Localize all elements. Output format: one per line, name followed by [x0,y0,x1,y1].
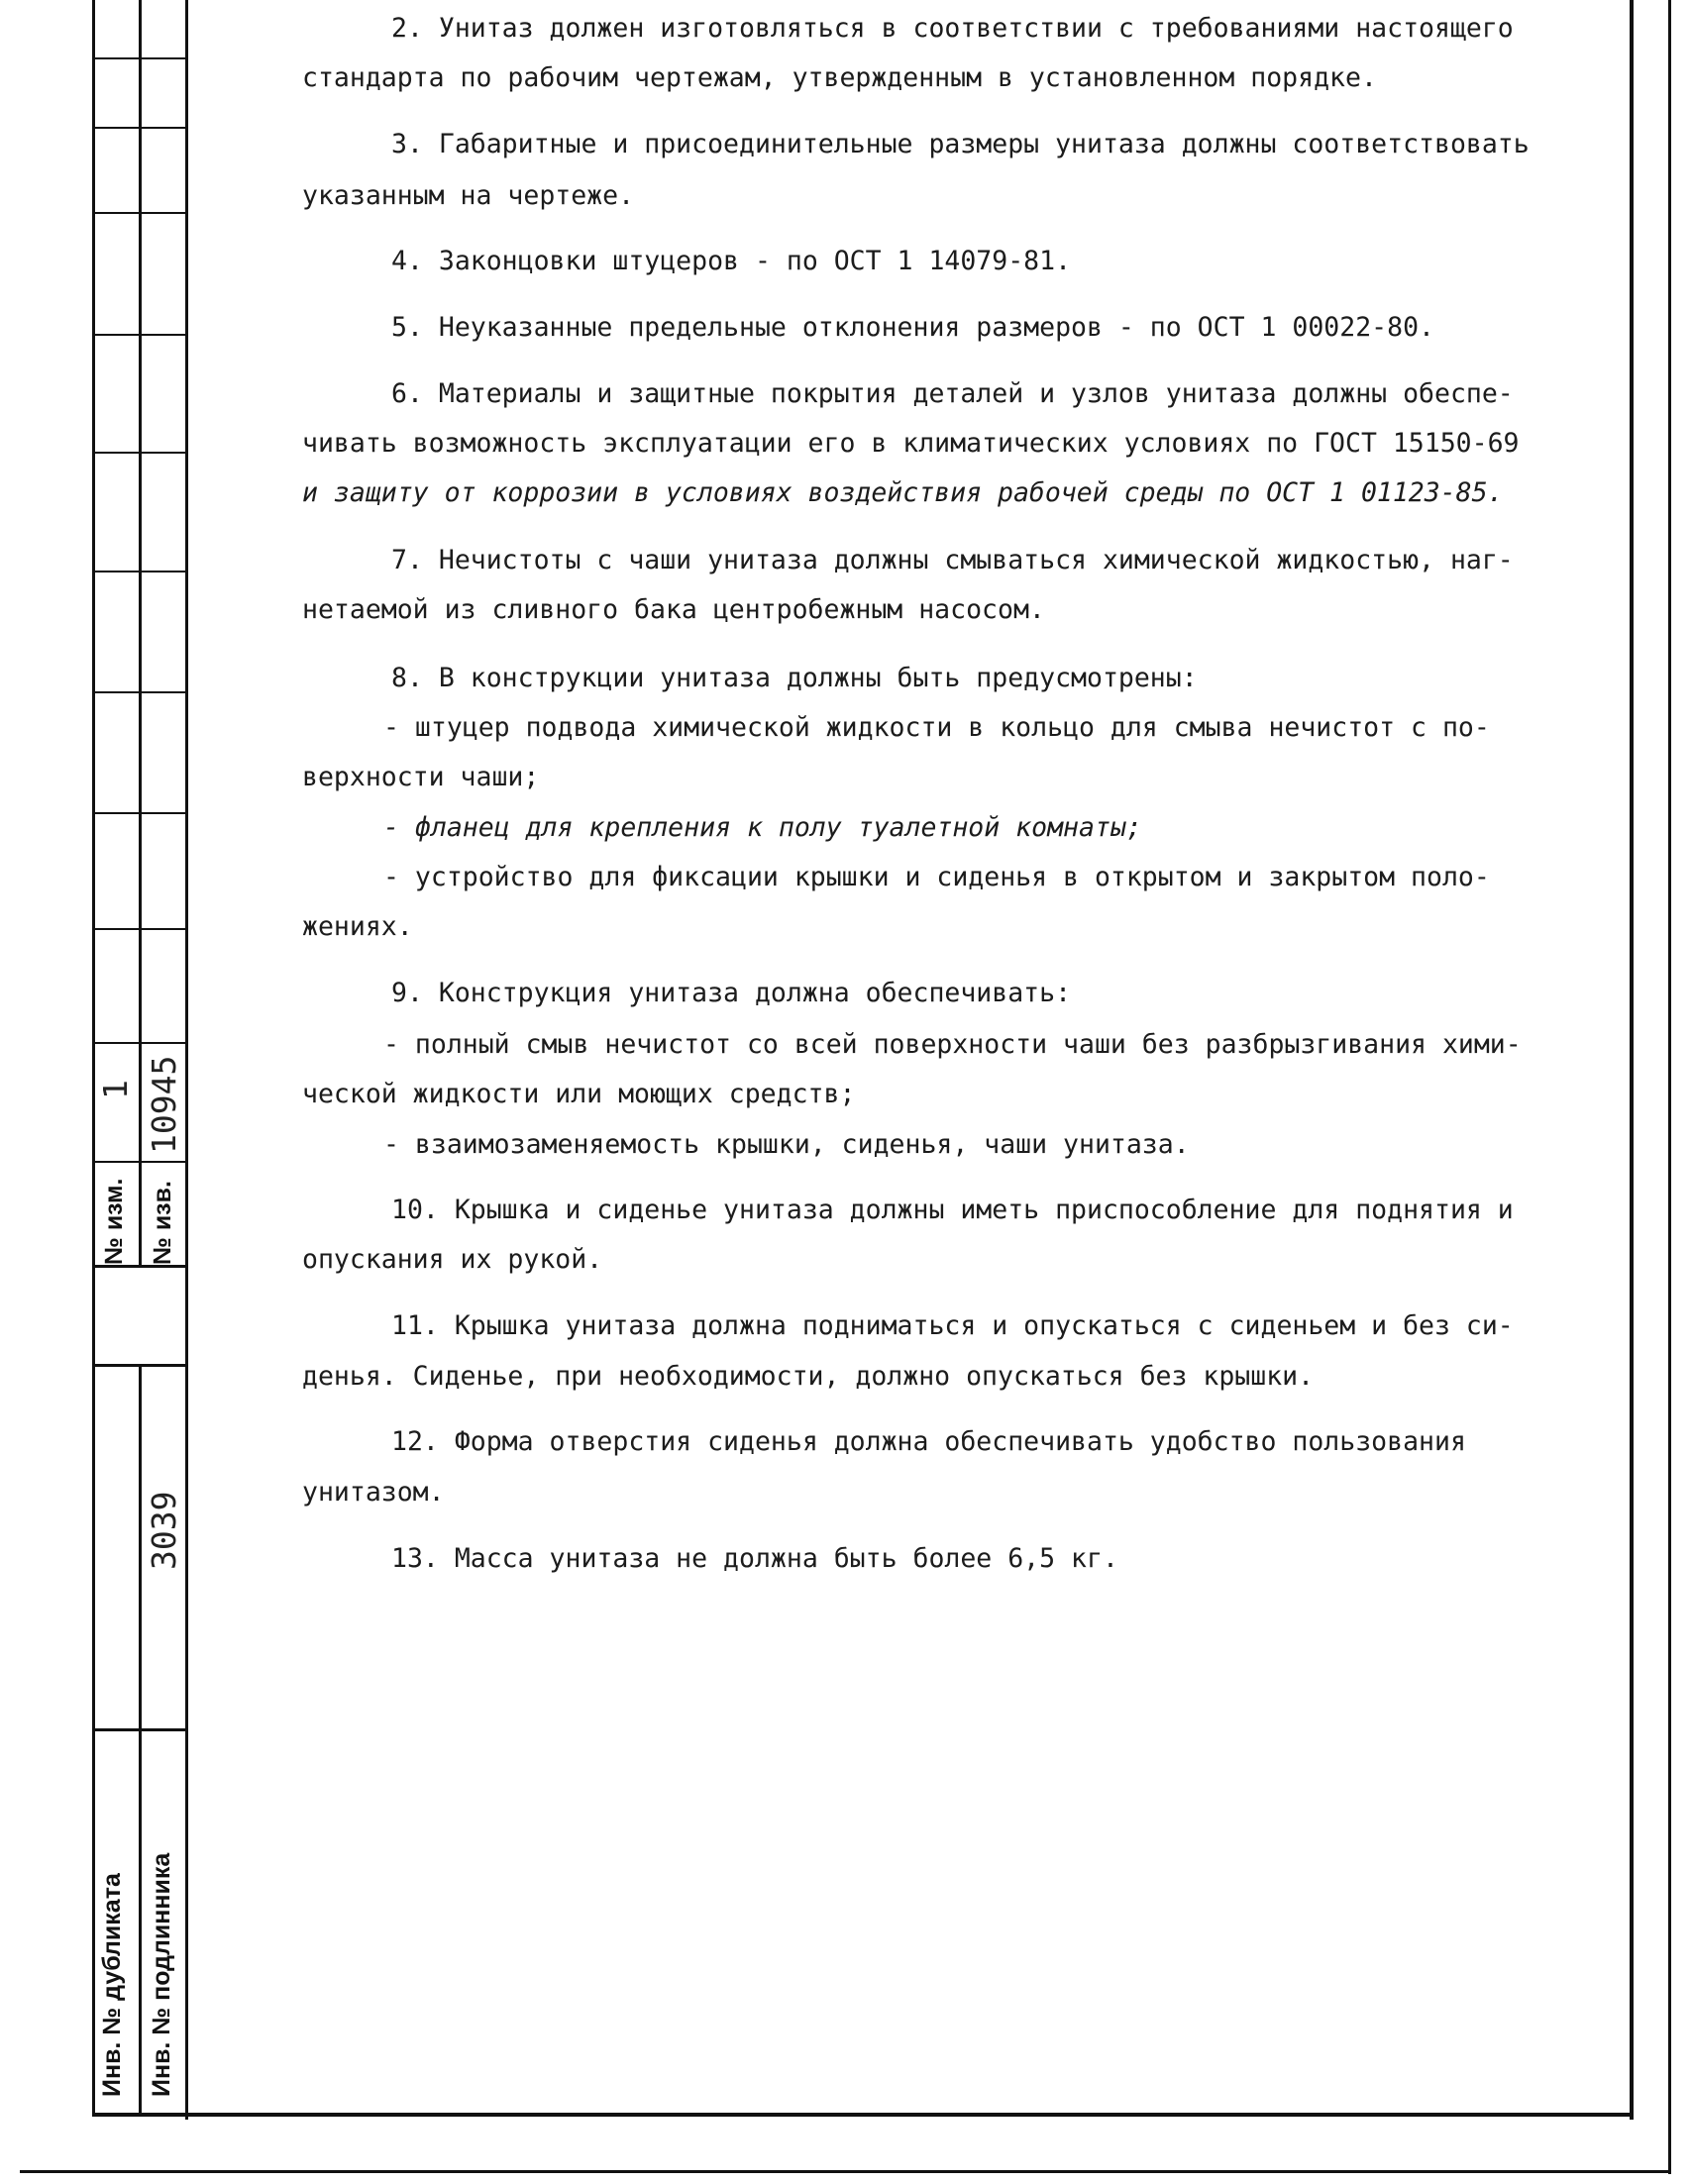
inv-podlinnika-value: 3039 [145,1491,183,1570]
text-line: 2. Унитаз должен изготовляться в соответствии с требованиями настоящего [391,13,1514,44]
text-line: 7. Нечистоты с чаши унитаза должны смываться химической жидкостью, наг- [391,545,1514,575]
text-line: 10. Крышка и сиденье унитаза должны иметь приспособление для поднятия и [391,1195,1514,1225]
stamp-lower-divider [139,1364,142,2115]
stamp-row-line [92,452,186,454]
no-izv-label: № изв. [149,1181,176,1265]
frame-bottom-line [92,2113,1634,2117]
no-izv-value: 10945 [145,1055,183,1154]
text-line: 13. Масса унитаза не должна быть более 6,5 кг. [391,1543,1118,1574]
text-line: опускания их рукой. [302,1244,603,1275]
no-izm-label: № изм. [100,1178,128,1265]
text-line: 4. Законцовки штуцеров - по ОСТ 1 14079-81. [391,246,1072,276]
stamp-row-line [92,1042,186,1044]
text-line: - полный смыв нечистот со всей поверхности чаши без разбрызгивания хими- [383,1029,1522,1060]
stamp-row-line [92,812,186,814]
stamp-row-line [92,212,186,214]
outer-right-line [1668,0,1671,2174]
text-line: стандарта по рабочим чертежам, утвержденным в установленном порядке. [302,62,1377,93]
stamp-row-line [92,1161,186,1163]
no-izm-value: 1 [96,1080,135,1099]
frame-left-inner-line [185,0,188,2120]
text-line: 3. Габаритные и присоединительные размеры унитаза должны соответствовать [391,129,1530,159]
text-line: ческой жидкости или моющих средств; [302,1079,856,1109]
text-line: - устройство для фиксации крышки и сиденья в открытом и закрытом поло- [383,862,1490,892]
text-line: 5. Неуказанные предельные отклонения размеров - по ОСТ 1 00022-80. [391,312,1434,343]
stamp-lower-row-line [92,1728,186,1731]
text-line: - взаимозаменяемость крышки, сиденья, чаши унитаза. [383,1129,1190,1160]
inv-dublikata-label: Инв. № дубликата [98,1873,126,2097]
stamp-upper-divider [139,0,142,1268]
frame-right-line [1630,0,1634,2120]
text-line: - штуцер подвода химической жидкости в кольцо для смыва нечистот с по- [383,712,1490,743]
inv-podlinnika-label: Инв. № подлинника [148,1852,175,2097]
text-line: 6. Материалы и защитные покрытия деталей и узлов унитаза должны обеспе- [391,378,1514,409]
stamp-row-line [92,928,186,930]
text-line: нетаемой из сливного бака центробежным насосом. [302,594,1045,625]
stamp-row-line [92,691,186,693]
stamp-row-line [92,1265,186,1268]
text-line: верхности чаши; [302,762,540,792]
text-line: 8. В конструкции унитаза должны быть предусмотрены: [391,663,1198,693]
stamp-row-line [92,57,186,59]
text-line: 9. Конструкция унитаза должна обеспечивать: [391,978,1072,1008]
outer-bottom-line [20,2170,1671,2173]
text-line: денья. Сиденье, при необходимости, должно опускаться без крышки. [302,1361,1315,1392]
text-line: чивать возможность эксплуатации его в климатических условиях по ГОСТ 15150-69 [302,428,1520,459]
text-line: указанным на чертеже. [302,180,635,211]
frame-left-outer-line [92,0,95,2115]
stamp-row-line [92,334,186,336]
text-line: жениях. [302,911,413,942]
text-line: и защиту от коррозии в условиях воздействия рабочей среды по ОСТ 1 01123-85. [302,477,1504,508]
text-line: унитазом. [302,1477,445,1508]
stamp-row-line [92,571,186,572]
text-line: - фланец для крепления к полу туалетной комнаты; [383,812,1142,843]
stamp-row-line [92,127,186,129]
text-line: 11. Крышка унитаза должна подниматься и опускаться с сиденьем и без си- [391,1310,1514,1341]
text-line: 12. Форма отверстия сиденья должна обеспечивать удобство пользования [391,1426,1466,1457]
